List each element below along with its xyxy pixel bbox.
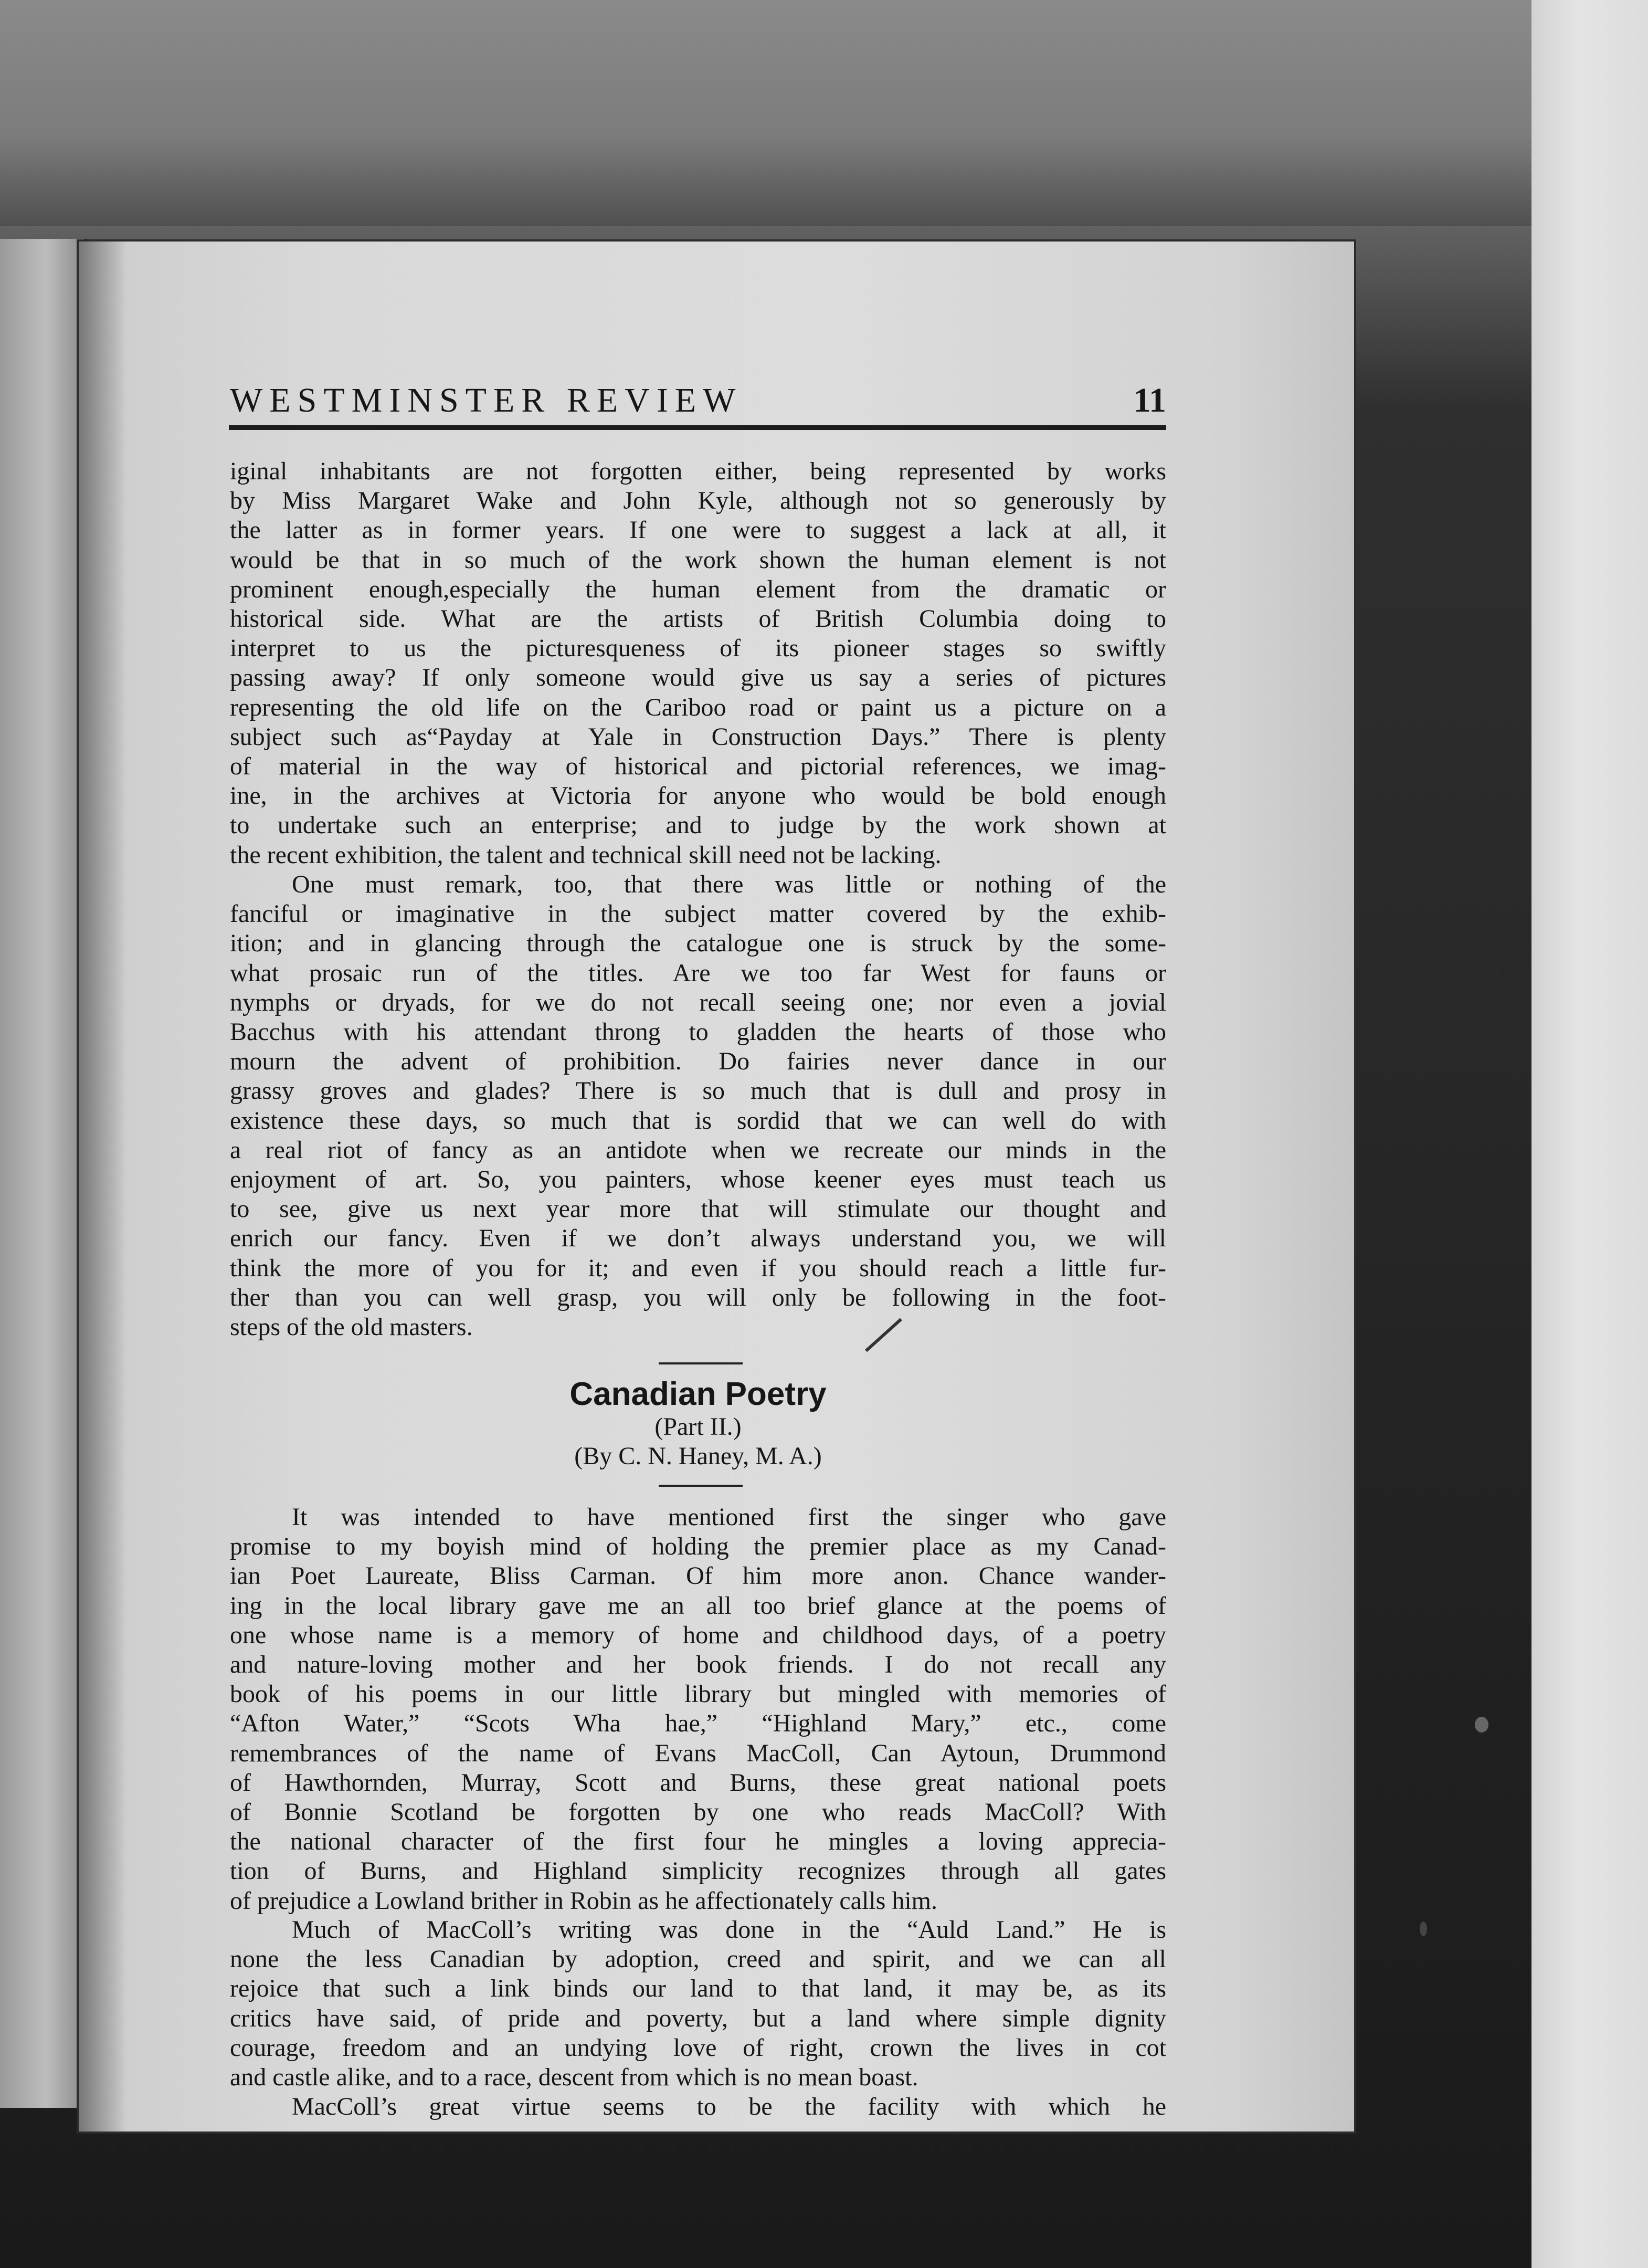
paragraph-continued [230, 457, 1166, 870]
scanner-top-area [0, 0, 1531, 226]
page-gutter-shadow [79, 242, 126, 2132]
text-line: courage, freedom and an undying love of right, crown the lives in cot [230, 2033, 1166, 2062]
text-line: critics have said, of pride and poverty, but a land where simple dignity [230, 2004, 1166, 2032]
speck [1475, 1717, 1488, 1732]
text-line: the national character of the first four he mingles a loving apprecia- [230, 1828, 1166, 1856]
text-line: of Bonnie Scotland be forgotten by one who reads MacColl? With [230, 1798, 1166, 1826]
paragraph-fanciful [230, 870, 1166, 1342]
text-line: “Afton Water,” “Scots Wha hae,” “Highland Mary,” etc., come [230, 1709, 1166, 1738]
text-line: existence these days, so much that is sordid that we can well do with [230, 1106, 1166, 1135]
text-line: ine, in the archives at Victoria for anyone who would be bold enough [230, 782, 1166, 810]
article-byline: (By C. N. Haney, M. A.) [574, 1442, 822, 1470]
header-rule [229, 425, 1166, 430]
text-line: of material in the way of historical and pictorial references, we imag- [230, 752, 1166, 781]
scanner-right-margin [1531, 0, 1648, 2268]
text-line: iginal inhabitants are not forgotten either, being represented by works [230, 457, 1166, 485]
text-line: ian Poet Laureate, Bliss Carman. Of him more anon. Chance wander- [230, 1562, 1166, 1590]
text-line: think the more of you for it; and even if you should reach a little fur- [230, 1254, 1166, 1282]
text-line: rejoice that such a link binds our land to that land, it may be, as its [230, 1975, 1166, 2003]
text-line: historical side. What are the artists of British Columbia doing to [230, 605, 1166, 633]
text-line: nymphs or dryads, for we do not recall seeing one; nor even a jovial [230, 988, 1166, 1016]
paragraph-auld-land [230, 1915, 1166, 2092]
text-line: a real riot of fancy as an antidote when we recreate our minds in the [230, 1136, 1166, 1164]
text-line: of Hawthornden, Murray, Scott and Burns, these great national poets [230, 1768, 1166, 1797]
text-line: steps of the old masters. [230, 1313, 473, 1341]
text-line: remembrances of the name of Evans MacColl, Can Aytoun, Drummond [230, 1739, 1166, 1767]
text-line: fanciful or imaginative in the subject matter covered by the exhib- [230, 900, 1166, 928]
text-line: passing away? If only someone would give us say a series of pictures [230, 664, 1166, 692]
speck [1420, 1922, 1427, 1936]
text-line: by Miss Margaret Wake and John Kyle, although not so generously by [230, 487, 1166, 515]
text-line: to see, give us next year more that will stimulate our thought and [230, 1195, 1166, 1223]
text-line: the recent exhibition, the talent and technical skill need not be lacking. [230, 841, 942, 869]
paragraph-virtue [230, 2092, 1166, 2122]
text-line: interpret to us the picturesqueness of its pioneer stages so swiftly [230, 634, 1166, 663]
text-line: representing the old life on the Cariboo road or paint us a picture on a [230, 693, 1166, 721]
text-line: and nature-loving mother and her book friends. I do not recall any [230, 1651, 1166, 1679]
text-line: ing in the local library gave me an all too brief glance at the poems of [230, 1591, 1166, 1620]
text-line: of prejudice a Lowland brither in Robin as he affectionately calls him. [230, 1886, 938, 1915]
paragraph-intro [230, 1503, 1166, 1916]
text-line: Much of MacColl’s writing was done in the “Auld Land.” He is [292, 1916, 1166, 1944]
text-line: ition; and in glancing through the catalogue one is struck by the some- [230, 929, 1166, 958]
text-line: book of his poems in our little library but mingled with memories of [230, 1680, 1166, 1708]
text-line: would be that in so much of the work shown the human element is not [230, 545, 1166, 574]
text-line: promise to my boyish mind of holding the premier place as my Canad- [230, 1532, 1166, 1561]
text-line: ther than you can well grasp, you will only be following in the foot- [230, 1283, 1166, 1311]
text-line: tion of Burns, and Highland simplicity recognizes through all gates [230, 1857, 1166, 1885]
heading-rule-top [659, 1362, 743, 1364]
article-part: (Part II.) [654, 1413, 742, 1441]
text-line: enjoyment of art. So, you painters, whose keener eyes must teach us [230, 1166, 1166, 1194]
text-line: enrich our fancy. Even if we don’t always understand you, we will [230, 1224, 1166, 1253]
journal-title: WESTMINSTER REVIEW [230, 381, 743, 419]
text-line: and castle alike, and to a race, descent from which is no mean boast. [230, 2063, 918, 2092]
text-line: what prosaic run of the titles. Are we too far West for fauns or [230, 959, 1166, 987]
text-line: MacColl’s great virtue seems to be the facility with which he [292, 2093, 1166, 2120]
heading-rule-bottom [659, 1485, 743, 1487]
text-line: It was intended to have mentioned first the singer who gave [292, 1503, 1166, 1531]
page-number: 11 [1133, 381, 1166, 419]
article-title: Canadian Poetry [569, 1376, 827, 1412]
previous-page-edge [0, 239, 87, 2108]
text-line: mourn the advent of prohibition. Do fairies never dance in our [230, 1047, 1166, 1076]
text-line: prominent enough,especially the human element from the dramatic or [230, 575, 1166, 603]
text-line: One must remark, too, that there was little or nothing of the [292, 870, 1166, 898]
text-line: one whose name is a memory of home and childhood days, of a poetry [230, 1621, 1166, 1649]
text-line: none the less Canadian by adoption, creed and spirit, and we can all [230, 1945, 1166, 1973]
text-line: subject such as“Payday at Yale in Construction Days.” There is plenty [230, 722, 1166, 751]
text-line: the latter as in former years. If one were to suggest a lack at all, it [230, 516, 1166, 544]
text-line: Bacchus with his attendant throng to gladden the hearts of those who [230, 1018, 1166, 1046]
text-line: to undertake such an enterprise; and to judge by the work shown at [230, 811, 1166, 839]
text-line: grassy groves and glades? There is so much that is dull and prosy in [230, 1077, 1166, 1105]
